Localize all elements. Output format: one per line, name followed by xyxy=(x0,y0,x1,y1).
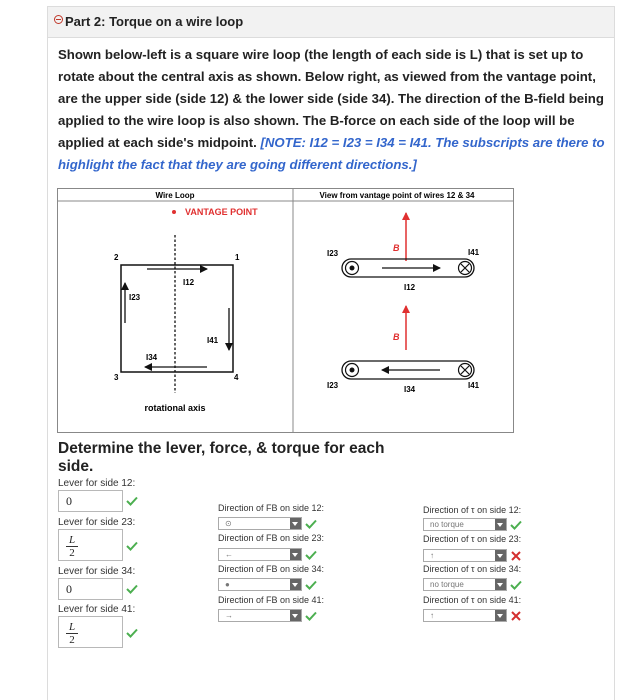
section-title: Part 2: Torque on a wire loop xyxy=(65,14,244,29)
torque-select-12[interactable]: no torque xyxy=(423,518,507,531)
problem-note: [NOTE: I12 = I23 = I34 = I41. The subscripts are there to highlight the fact that they are going different directions.] xyxy=(58,135,605,172)
view-label-i23-bottom: I23 xyxy=(327,381,339,390)
lever-label-34: Lever for side 34: xyxy=(58,566,136,577)
vantage-point-label: VANTAGE POINT xyxy=(185,207,258,217)
correct-check-icon xyxy=(126,496,138,506)
correct-check-icon xyxy=(510,580,522,590)
view-label-i34: I34 xyxy=(404,385,416,394)
view-label-i23-top: I23 xyxy=(327,249,339,258)
lever-label-23: Lever for side 23: xyxy=(58,517,136,528)
torque-label-23: Direction of τ on side 23: xyxy=(423,534,522,544)
corner-label-4: 4 xyxy=(234,373,239,382)
vantage-view-title: View from vantage point of wires 12 & 34 xyxy=(319,191,475,200)
view-label-i41-top: I41 xyxy=(468,248,480,257)
rotational-axis-label: rotational axis xyxy=(144,403,206,413)
section-header xyxy=(47,6,615,38)
force-select-12[interactable]: ⊙ xyxy=(218,517,302,530)
chevron-down-icon xyxy=(290,579,301,590)
force-select-23[interactable]: ← xyxy=(218,548,302,561)
correct-check-icon xyxy=(305,519,317,529)
incorrect-x-icon xyxy=(510,551,522,561)
problem-text: Shown below-left is a square wire loop (the length of each side is L) that is set up to rotate about the central axis as shown. Below right, as viewed from the vantage point, are the upper side (side 12) & the lower side (side 34). The direction of the B-field being applied to the wire loop is also shown. The B-force on each side of the loop will be applied at each side's midpoint. xyxy=(58,47,604,150)
correct-check-icon xyxy=(126,628,138,638)
lever-label-41: Lever for side 41: xyxy=(58,604,136,615)
chevron-down-icon xyxy=(495,579,506,590)
wire-loop-title: Wire Loop xyxy=(155,191,195,200)
current-label-23: I23 xyxy=(129,293,141,302)
task-heading: Determine the lever, force, & torque for each side. xyxy=(58,440,385,475)
corner-label-1: 1 xyxy=(235,253,240,262)
force-label-41: Direction of FB on side 41: xyxy=(218,595,325,605)
problem-figure xyxy=(57,188,514,433)
force-label-34: Direction of FB on side 34: xyxy=(218,564,325,574)
b-field-label-bottom: B xyxy=(393,332,400,342)
corner-label-3: 3 xyxy=(114,373,119,382)
lever-input-34[interactable]: 0 xyxy=(58,578,123,600)
force-label-12: Direction of FB on side 12: xyxy=(218,503,325,513)
torque-label-12: Direction of τ on side 12: xyxy=(423,505,522,515)
torque-select-23[interactable]: ↑ xyxy=(423,549,507,562)
lever-input-23[interactable]: $\frac{L}{2}$ xyxy=(58,529,123,561)
force-label-23: Direction of FB on side 23: xyxy=(218,533,325,543)
chevron-down-icon xyxy=(290,549,301,560)
vantage-point-dot xyxy=(172,210,176,214)
current-label-41: I41 xyxy=(207,336,219,345)
correct-check-icon xyxy=(305,611,317,621)
figure-frame xyxy=(58,189,514,433)
incorrect-x-icon xyxy=(510,611,522,621)
correct-check-icon xyxy=(305,580,317,590)
chevron-down-icon xyxy=(495,610,506,621)
torque-label-34: Direction of τ on side 34: xyxy=(423,564,522,574)
torque-select-41[interactable]: ↑ xyxy=(423,609,507,622)
chevron-down-icon xyxy=(495,550,506,561)
chevron-down-icon xyxy=(495,519,506,530)
torque-label-41: Direction of τ on side 41: xyxy=(423,595,522,605)
correct-check-icon xyxy=(126,541,138,551)
force-select-41[interactable]: → xyxy=(218,609,302,622)
view-label-i12: I12 xyxy=(404,283,416,292)
chevron-down-icon xyxy=(290,518,301,529)
problem-statement xyxy=(58,44,610,176)
collapse-icon[interactable] xyxy=(54,15,63,24)
lever-label-12: Lever for side 12: xyxy=(58,478,136,489)
lever-input-12[interactable]: 0 xyxy=(58,490,123,512)
view-label-i41-bottom: I41 xyxy=(468,381,480,390)
torque-select-34[interactable]: no torque xyxy=(423,578,507,591)
correct-check-icon xyxy=(305,550,317,560)
force-select-34[interactable]: ● xyxy=(218,578,302,591)
current-label-12: I12 xyxy=(183,278,195,287)
lever-input-41[interactable]: $\frac{L}{2}$ xyxy=(58,616,123,648)
corner-label-2: 2 xyxy=(114,253,119,262)
current-label-34: I34 xyxy=(146,353,158,362)
correct-check-icon xyxy=(510,520,522,530)
correct-check-icon xyxy=(126,584,138,594)
chevron-down-icon xyxy=(290,610,301,621)
b-field-label-top: B xyxy=(393,243,400,253)
